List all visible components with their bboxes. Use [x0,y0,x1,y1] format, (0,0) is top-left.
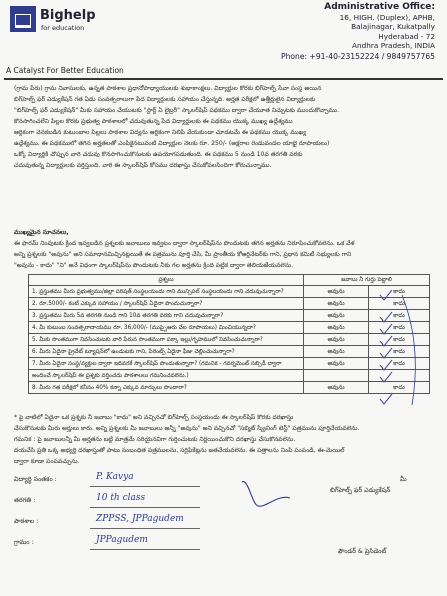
founder-title: ఫౌండర్ & ప్రెసిడెంట్ [338,548,387,555]
footer-line: ద్వారా కూడా పంపవచ్చును. [14,458,80,465]
table-row [29,370,430,382]
yes-option[interactable]: అవును [304,358,369,370]
table-header-row [29,275,430,286]
class-label: తరగతి : [14,497,36,504]
question-cell: అందించే స్కాలర్‌షిప్ ఈ ప్రశ్నకు వర్తించదు పాఠశాలలు గమనించవలెను.) [29,370,304,382]
eligibility-table [28,274,430,394]
intro-line: కొనసాగించలేని పిల్లల కొరకు ప్రభుత్వ పాఠశాలలో చదువుతున్న పేద విద్యార్థులకు ఈ పథకము యొక్క ముఖ్య ఉద్దేశ్యము [14,118,293,125]
organization-name: బిగ్‌హెల్ప్ ఫర్ ఎడ్యుకేషన్ [330,487,391,494]
student-signature-label: విద్యార్థి సంతకం : [14,476,57,483]
question-cell: 2. రూ.5000/- కంటే ఎక్కువ సహాయం / స్కాలర్‌షిప్ ఏదైనా పొందుచున్నారా? [29,298,304,310]
footer-line: చేసుకొనుటకు మీరు అర్హులు కారు. అన్ని ప్రశ్నలకు మీ జవాబులు అన్నీ "అవును" అని వచ్చినచో "సబ్మిట్ స్క్రీనింగ్ టెస్ట్" పత్రమును పూర్తిచేయవలెను. [14,425,360,432]
village-underline [90,549,200,550]
intro-line: ఒక్కో విద్యార్థికి చొప్పున వారి చదువు కొనసాగించుకొనుటకు ఉపయోగపడుతుంది. ఈ పథకము 5 నుండి 10వ తరగతి వరకు [14,151,303,158]
table-row [29,334,430,346]
address-line: 16, HIGH. (Duplex), APHB, [339,13,435,22]
table-row [29,310,430,322]
no-option[interactable]: కాదు [369,322,430,334]
handwritten-signature [238,474,298,514]
intro-line: బిగ్‌హెల్ప్ ఫర్ ఎడ్యుకేషన్ గత ఏడు సంవత్సరాలుగా పేద విద్యార్థులకు సహాయం చేస్తున్నది. అర్హత పరీక్షలో ఉత్తీర్ణులైన విద్యార్థులకు [14,96,316,103]
closing-salutation: మీ [400,476,407,483]
table-row [29,382,430,394]
question-cell: 4. మీ కుటుంబ సంవత్సరాదాయము రూ. 36,000/- (ముప్పైఆరు వేల రూపాయలు) మించియున్నదా? [29,322,304,334]
school-value: ZPPSS, JPPagudem [96,514,184,524]
question-cell: 3. ప్రస్తుతము మీరు 5వ తరగతి నుండి గాని 10వ తరగతి వరకు గాని చదువుచున్నారా? [29,310,304,322]
intro-line: ఉద్దేశ్యము. ఈ పథకములో తగిన అర్హతలతో ఎంపికైనటువంటి విద్యార్థుల నెలకు రూ. 250/- (అక్షరాల రెండువందల యాభై రూపాయలు) [14,140,330,147]
footer-line: * పై వాటిలో ఏదైనా ఒక ప్రశ్నకు నీ జవాబు "కాదు" అని వచ్చినచో బిగ్‌హెల్ప్ సంస్థయందు ఈ స్కాలర్‌షిప్ కొరకు దరఖాస్తు [14,414,294,421]
yes-option[interactable]: అవును [304,298,369,310]
table-row [29,322,430,334]
instruction-line: "అవును - కాదు" "ని" అనే విధంగా స్కాలర్‌షిప్‌ను పొందుటకు నీకు గల అర్హతను క్రింది పట్టిక ద్వారా తెలియజేయవలెను. [14,262,294,269]
intro-line: "బిగ్‌హెల్ప్ ఫర్ ఎడ్యుకేషన్" మీకు సహాయం చేయుటకు "స్టార్ట్ ఏ లైబ్రరీ" స్కాలర్‌షిప్ పథకము ద్వారా చేయూత నిచ్చుటకు ముందుకొచ్చాము. [14,107,339,114]
question-cell: 6. మీరు ఏదైనా ప్రైవేట్ ట్యూషన్‌లో ఉండుటకు గాని, పేరెంట్స్ ఏదైనా ఫీజు చెల్లించుచున్నారా? [29,346,304,358]
bighelp-logo [10,6,100,36]
questions-header: ప్రశ్నలు [29,275,304,286]
intro-line: చదువుతున్న విద్యార్థులకు వర్తిస్తుంది. వారి ఈ స్కాలర్‌షిప్ కోసము దరఖాస్తు చేసుకోవలసిందిగా కోరుచున్నాము. [14,162,272,169]
no-option[interactable]: కాదు [369,334,430,346]
catalyst-slogan: A Catalyst For Better Education [6,66,124,75]
class-underline [90,507,200,508]
signature-underline [90,486,200,487]
phone-number: Phone: +91-40-23152224 / 9849757765 [280,51,435,61]
no-option[interactable]: కాదు [369,382,430,394]
table-row [29,286,430,298]
table-row [29,298,430,310]
brand-name: Bighelp [40,8,96,23]
school-label: పాఠశాల : [14,518,39,525]
class-value: 10 th class [96,493,146,503]
instructions-title: ముఖ్యమైన సూచనలు, [14,229,69,236]
footer-line: దయచేసి ప్రతి ఒక్క అభ్యర్థి దరఖాస్తుతో పాటు సంబంధిత పత్రములను, సర్టిఫికేట్లను జతచేయవలెను. ఈ పత్రాలను నింపి పంపండి, ఈ-మెయిల్ [14,447,345,454]
address-line: Hyderabad - 72 [378,31,435,41]
intro-line: (గ్రామ పేరు) గ్రామ నివాసులకు, ఉన్నత పాఠశాల ప్రధానోపాధ్యాయులకు శుభాకాంక్షలు. విద్యార్థుల కొరకు బిగ్‌హెల్ప్ సేవా సంస్థ అయిన [14,85,322,92]
question-cell: 5. మీకు సొంతముగా నివసించుటకు వారి పేరున సొంతముగా పక్కా ఇల్లు/గృహములో నివసించుచున్నారా? [29,334,304,346]
footer-line: గమనిక : పై జవాబులన్నీ మీ అర్హతను బట్టి మాత్రమే సరియైనవిగా గుర్తించుటకు నిర్ణయించుకొని దరఖాస్తు చేసుకొనవలెను. [14,436,296,443]
village-label: గ్రామం : [14,539,34,546]
instruction-line: అన్ని ప్రశ్నలకు "అవును" అని సమాధానమిచ్చినట్లయితే ఈ పత్రమును పూర్తి చేసి, మీ ప్రాంతీయ కోఆర్డినేటర్‌కు గాని, ప్రధాన కమిటీ సభ్యులకు గాని [14,251,352,258]
yes-option[interactable]: అవును [304,382,369,394]
answer-header: జవాబు నీ గుర్తు పెట్టాలి [304,275,430,286]
no-option[interactable]: కాదు [369,346,430,358]
yes-option[interactable]: అవును [304,310,369,322]
student-signature-value: P. Kavya [96,472,134,482]
office-title: Administrative Office: [324,2,435,12]
yes-option[interactable]: అవును [304,322,369,334]
book-icon [10,6,36,32]
table-row [29,358,430,370]
office-address [235,2,435,61]
no-option[interactable]: కాదు [369,286,430,298]
table-row [29,346,430,358]
village-value: JPPagudem [96,535,148,545]
question-cell: 1. ప్రస్తుతము మీరు ప్రభుత్వము/జిల్లా పరిషత్ సంస్థలయందు గాని మున్సిపల్ సంస్థలయందు గాని చదువుచున్నారా? [29,286,304,298]
no-option[interactable]: కాదు [369,298,430,310]
address-line: Balajinagar, Kukatpally [351,22,435,32]
header-divider [4,78,443,80]
question-cell: 8. మీరు గత పరీక్షలో కనీసం 40% కన్నా ఎక్కువ మార్కులు పొందారా? [29,382,304,394]
instruction-line: ఈ ఫారమ్ నింపుటకు క్రింద ఇవ్వబడిన ప్రశ్నలకు జవాబులు ఇవ్వటం ద్వారా స్కాలర్‌షిప్‌ను పొందుటకు తగిన అర్హతను నిరూపించుకోవలెను. ఒక వేళ [14,240,355,247]
yes-option [304,370,369,382]
school-underline [90,528,200,529]
yes-option[interactable]: అవును [304,346,369,358]
handwritten-tick-marks [372,285,432,415]
no-option[interactable]: కాదు [369,358,430,370]
no-option[interactable]: కాదు [369,310,430,322]
intro-line: ఆర్థికంగా వెనకబడిన కుటుంబాల పిల్లలు పాఠశాల విద్యను ఆర్థికంగా నిలిపి వేయకుండా చూడటమే ఈ పథకము యొక్క ముఖ్య [14,129,307,136]
brand-tagline: for education [41,24,85,32]
question-cell: 7. మీరు ఏదైనా సంస్థ/వ్యక్తుల ద్వారా ఇదివరకే స్కాలర్‌షిప్ పొందుతున్నారా? (గమనిక - గవర్నమెంట్ సబ్సిడీ ద్వారా [29,358,304,370]
yes-option[interactable]: అవును [304,286,369,298]
address-line: Andhra Pradesh, INDIA [352,41,435,51]
yes-option[interactable]: అవును [304,334,369,346]
